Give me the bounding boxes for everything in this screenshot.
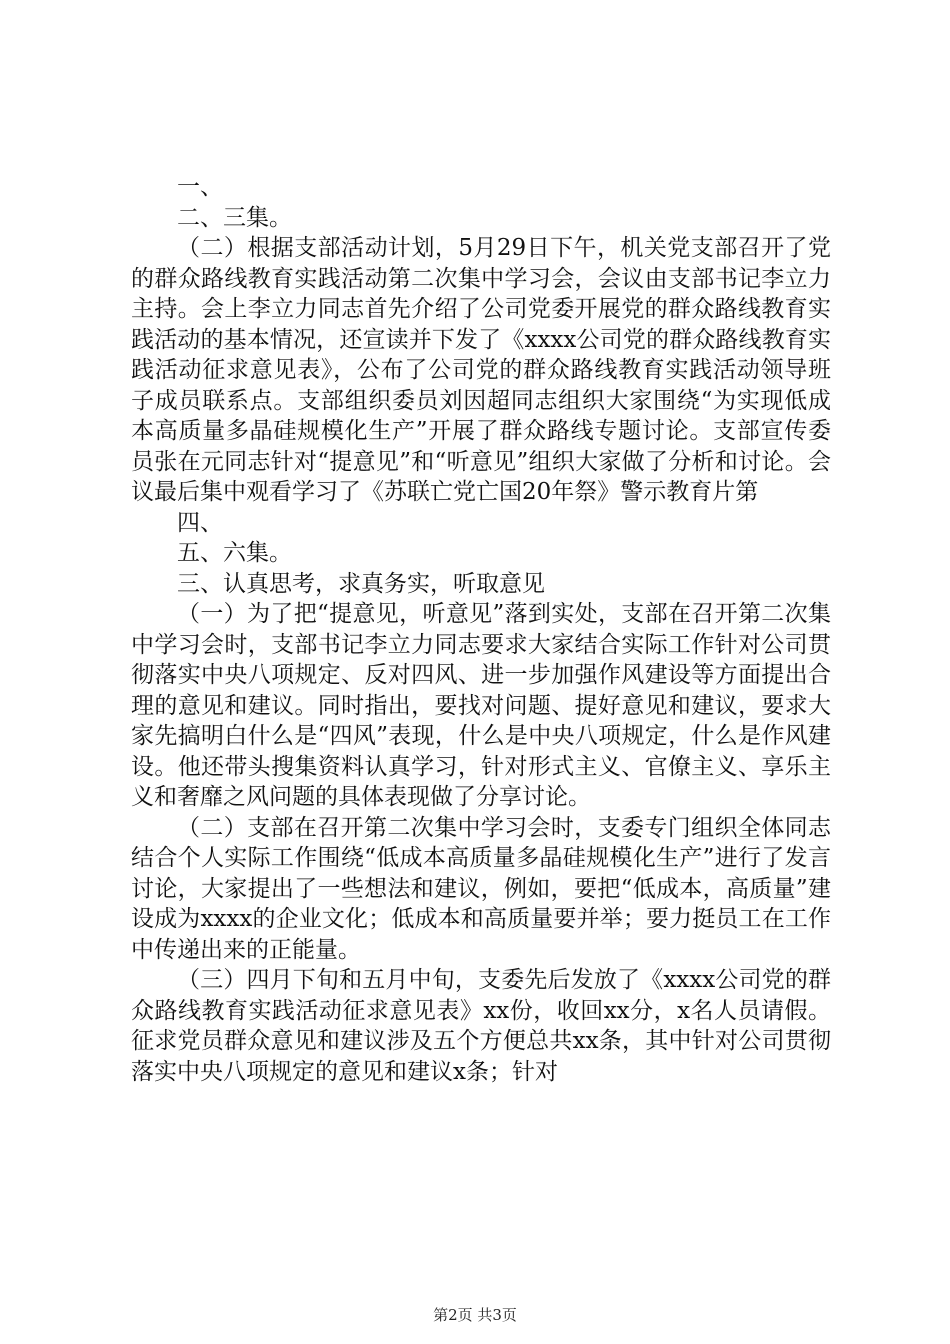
document-body <box>131 172 831 1087</box>
heading-item-one: 一、 <box>177 174 223 200</box>
heading-item-five-six: 五、六集。 <box>177 540 292 566</box>
section-heading-three: 三、认真思考，求真务实，听取意见 <box>177 570 545 597</box>
paragraph-opinions-one: （一）为了把“提意见，听意见”落到实处，支部在召开第二次集中学习会时，支部书记李立力同志要求大家结合实际工作针对公司贯彻落实中央八项规定、反对四风、进一步加强作风建设等方面提出合理的意见和建议。同时指出，要找对问题、提好意见和建议，要求大家先搞明白什么是“四风”表现，什么是中央八项规定，什么是作风建设。他还带头搜集资料认真学习，针对形式主义、官僚主义、享乐主义和奢靡之风问题的具体表现做了分享讨论。 <box>131 601 831 810</box>
paragraph-opinions-three: （三）四月下旬和五月中旬，支委先后发放了《xxxx公司党的群众路线教育实践活动征求意见表》xx份，收回xx分，x名人员请假。征求党员群众意见和建议涉及五个方便总共xx条，其中针对公司贯彻落实中央八项规定的意见和建议x条；针对 <box>131 967 831 1085</box>
paragraph-opinions-two: （二）支部在召开第二次集中学习会时，支委专门组织全体同志结合个人实际工作围绕“低成本高质量多晶硅规模化生产”进行了发言讨论，大家提出了一些想法和建议，例如，要把“低成本，高质量”建设成为xxxx的企业文化；低成本和高质量要并举；要力挺员工在工作中传递出来的正能量。 <box>131 814 831 963</box>
heading-item-four: 四、 <box>177 509 223 536</box>
page-footer: 第2页 共3页 <box>433 1306 517 1324</box>
heading-item-two-three: 二、三集。 <box>177 204 292 231</box>
paragraph-study-meeting: （二）根据支部活动计划，5月29日下午，机关党支部召开了党的群众路线教育实践活动第二次集中学习会，会议由支部书记李立力主持。会上李立力同志首先介绍了公司党委开展党的群众路线教育实践活动的基本情况，还宣读并下发了《xxxx公司党的群众路线教育实践活动征求意见表》，公布了公司党的群众路线教育实践活动领导班子成员联系点。支部组织委员刘因超同志组织大家围绕“为实现低成本高质量多晶硅规模化生产”开展了群众路线专题讨论。支部宣传委员张在元同志针对“提意见”和“听意见”组织大家做了分析和讨论。会议最后集中观看学习了《苏联亡党亡国20年祭》警示教育片第 <box>131 235 831 505</box>
